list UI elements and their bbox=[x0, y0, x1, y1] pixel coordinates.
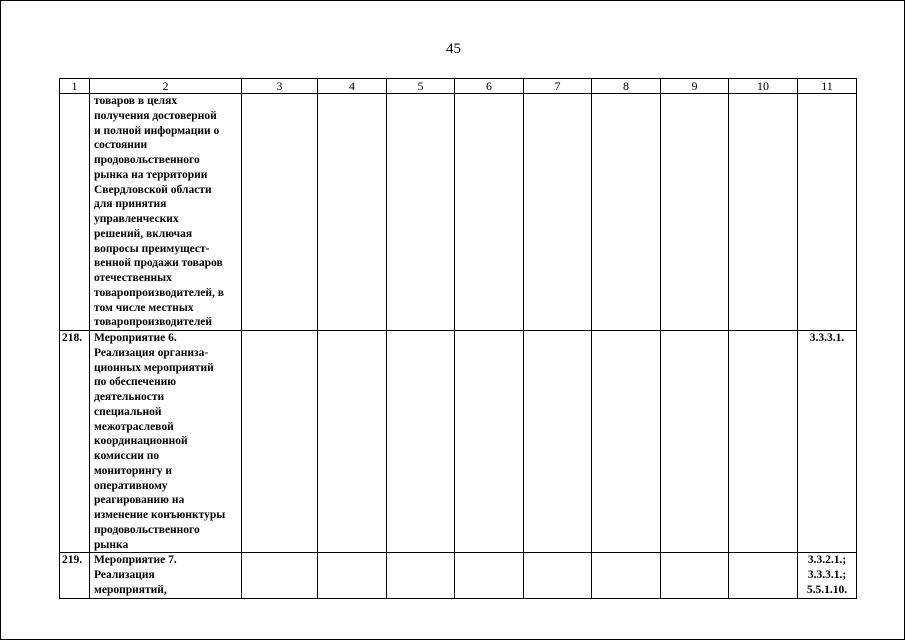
row-code: 3.3.2.1.; 3.3.3.1.; 5.5.1.10. bbox=[798, 553, 857, 598]
table-row bbox=[60, 94, 857, 331]
column-header: 2 bbox=[90, 79, 242, 94]
empty-cell bbox=[387, 331, 455, 553]
empty-cell bbox=[592, 94, 661, 331]
empty-cell bbox=[729, 553, 798, 598]
empty-cell bbox=[455, 94, 524, 331]
empty-cell bbox=[455, 553, 524, 598]
empty-cell bbox=[318, 553, 387, 598]
empty-cell bbox=[661, 331, 729, 553]
empty-cell bbox=[242, 331, 318, 553]
empty-cell bbox=[242, 553, 318, 598]
table-row bbox=[60, 331, 857, 553]
column-header: 7 bbox=[524, 79, 592, 94]
data-table bbox=[59, 78, 857, 599]
row-number: 218. bbox=[60, 331, 90, 553]
column-header: 3 bbox=[242, 79, 318, 94]
column-header: 1 bbox=[60, 79, 90, 94]
row-description: Мероприятие 7. Реализация мероприятий, bbox=[90, 553, 242, 598]
empty-cell bbox=[455, 331, 524, 553]
column-header: 10 bbox=[729, 79, 798, 94]
column-header: 5 bbox=[387, 79, 455, 94]
empty-cell bbox=[387, 94, 455, 331]
empty-cell bbox=[592, 331, 661, 553]
empty-cell bbox=[592, 553, 661, 598]
empty-cell bbox=[318, 331, 387, 553]
empty-cell bbox=[387, 553, 455, 598]
row-number: 219. bbox=[60, 553, 90, 598]
empty-cell bbox=[729, 331, 798, 553]
empty-cell bbox=[661, 553, 729, 598]
row-code: 3.3.3.1. bbox=[798, 331, 857, 553]
row-code bbox=[798, 94, 857, 331]
empty-cell bbox=[729, 94, 798, 331]
table-header-row bbox=[60, 79, 857, 94]
column-header: 6 bbox=[455, 79, 524, 94]
column-header: 4 bbox=[318, 79, 387, 94]
empty-cell bbox=[524, 94, 592, 331]
column-header: 8 bbox=[592, 79, 661, 94]
empty-cell bbox=[242, 94, 318, 331]
column-header: 9 bbox=[661, 79, 729, 94]
row-description: Мероприятие 6. Реализация организа- ционных мероприятий по обеспечению деятельности специальной межотраслевой координационной комиссии по мониторингу и оперативному реагированию на изменение конъюнктуры продовольственного рынка bbox=[90, 331, 242, 553]
page-number: 45 bbox=[446, 41, 461, 57]
empty-cell bbox=[524, 553, 592, 598]
empty-cell bbox=[318, 94, 387, 331]
row-description: товаров в целях получения достоверной и полной информации о состоянии продовольственного рынка на территории Свердловской области для принятия управленческих решений, включая вопросы преимущест- венной продажи товаров отечественных товаропроизводителей, в том числе местных товаропроизводителей bbox=[90, 94, 242, 331]
row-number bbox=[60, 94, 90, 331]
column-header: 11 bbox=[798, 79, 857, 94]
table-row bbox=[60, 553, 857, 598]
empty-cell bbox=[661, 94, 729, 331]
empty-cell bbox=[524, 331, 592, 553]
